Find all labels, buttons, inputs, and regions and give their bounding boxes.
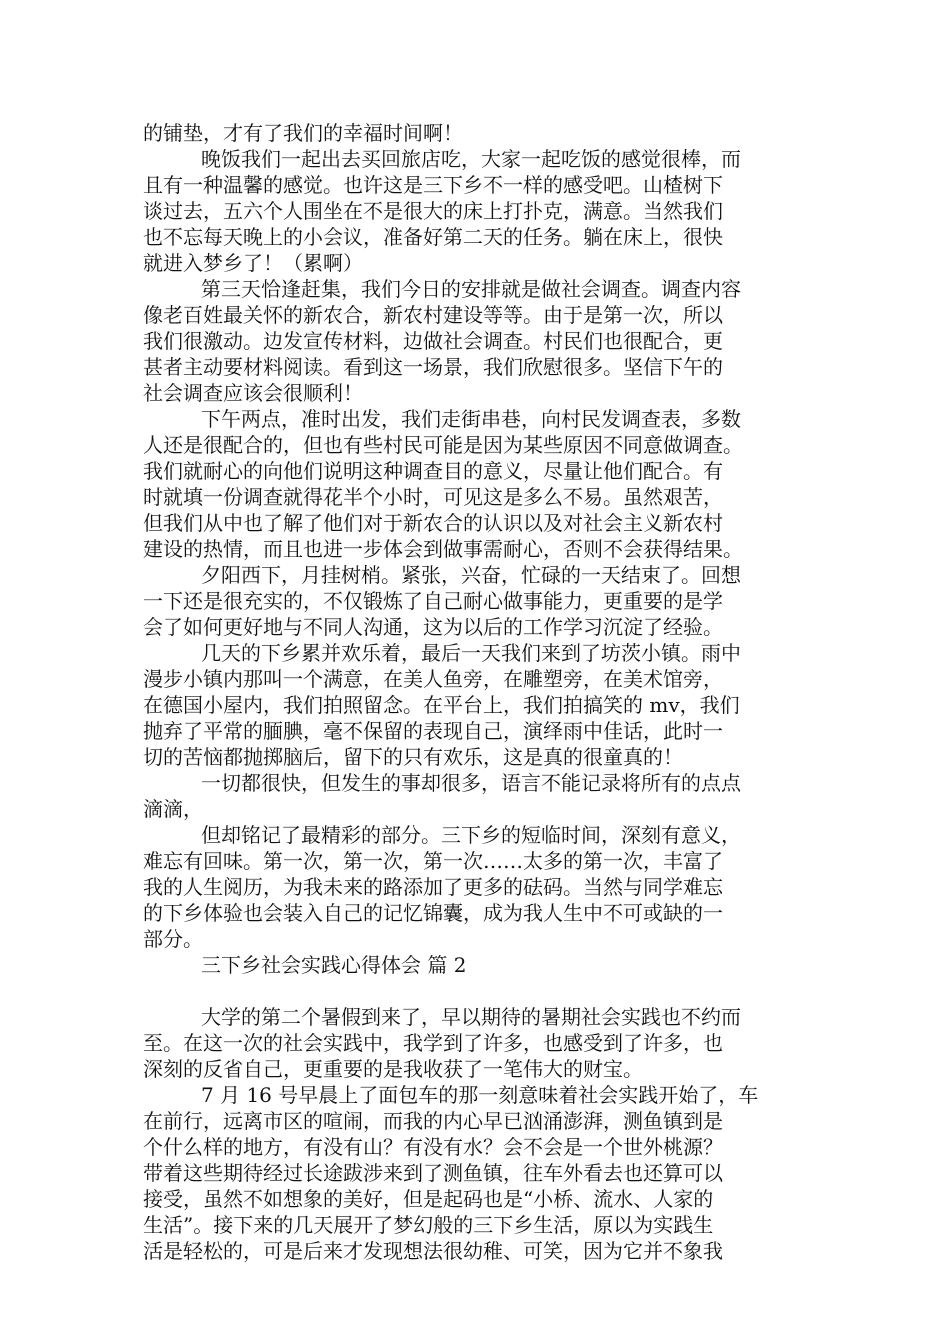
text-line: 接受，虽然不如想象的美好，但是起码也是“小桥、流水、人家的 bbox=[143, 1187, 714, 1211]
text-line: 像老百姓最关怀的新农合，新农村建设等等。由于是第一次，所以 bbox=[143, 303, 723, 327]
text-line: 我们就耐心的向他们说明这种调查目的意义，尽量让他们配合。有 bbox=[143, 459, 723, 483]
text-line: 在德国小屋内，我们拍照留念。在平台上，我们拍搞笑的 mv，我们 bbox=[143, 693, 740, 717]
text-line: 我们很激动。边发宣传材料，边做社会调查。村民们也很配合，更 bbox=[143, 329, 723, 353]
text-line: 难忘有回味。第一次，第一次，第一次……太多的第一次，丰富了 bbox=[143, 849, 723, 873]
text-line: 在前行，远离市区的喧闹，而我的内心早已汹涌澎湃，测鱼镇到是 bbox=[143, 1109, 723, 1133]
text-line: 的下乡体验也会装入自己的记忆锦囊，成为我人生中不可或缺的一 bbox=[143, 901, 723, 925]
text-line: 时就填一份调查就得花半个小时，可见这是多么不易。虽然艰苦， bbox=[143, 485, 723, 509]
text-line: 甚者主动要材料阅读。看到这一场景，我们欣慰很多。坚信下午的 bbox=[143, 355, 723, 379]
text-line: 建设的热情，而且也进一步体会到做事需耐心，否则不会获得结果。 bbox=[143, 537, 743, 561]
document-body bbox=[143, 120, 808, 1264]
paragraph-start: 晚饭我们一起出去买回旅店吃，大家一起吃饭的感觉很棒，而 bbox=[201, 147, 741, 171]
text-line: 我的人生阅历，为我未来的路添加了更多的砝码。当然与同学难忘 bbox=[143, 875, 723, 899]
paragraph-start: 夕阳西下，月挂树梢。紧张，兴奋，忙碌的一天结束了。回想 bbox=[201, 563, 741, 587]
text-line: 个什么样的地方，有没有山？有没有水？会不会是一个世外桃源？ bbox=[143, 1135, 723, 1159]
text-line: 深刻的反省自己，更重要的是我收获了一笔伟大的财宝。 bbox=[143, 1057, 643, 1081]
paragraph-start: 一切都很快，但发生的事却很多，语言不能记录将所有的点点 bbox=[201, 771, 741, 795]
paragraph-start: 下午两点，准时出发，我们走街串巷，向村民发调查表，多数 bbox=[201, 407, 741, 431]
paragraph-start: 几天的下乡累并欢乐着，最后一天我们来到了坊茨小镇。雨中 bbox=[201, 641, 741, 665]
text-line: 人还是很配合的，但也有些村民可能是因为某些原因不同意做调查。 bbox=[143, 433, 743, 457]
text-line: 活是轻松的，可是后来才发现想法很幼稚、可笑，因为它并不象我 bbox=[143, 1239, 723, 1263]
text-line: 的铺垫，才有了我们的幸福时间啊！ bbox=[143, 121, 463, 145]
text-line: 切的苦恼都抛掷脑后，留下的只有欢乐，这是真的很童真的！ bbox=[143, 745, 683, 769]
text-line: 漫步小镇内那叫一个满意，在美人鱼旁，在雕塑旁，在美术馆旁， bbox=[143, 667, 723, 691]
paragraph-start: 但却铭记了最精彩的部分。三下乡的短临时间，深刻有意义， bbox=[201, 823, 741, 847]
section-heading: 三下乡社会实践心得体会 篇 2 bbox=[201, 953, 467, 977]
text-line: 一下还是很充实的，不仅锻炼了自己耐心做事能力，更重要的是学 bbox=[143, 589, 723, 613]
text-line: 抛弃了平常的腼腆，毫不保留的表现自己，演绎雨中佳话，此时一 bbox=[143, 719, 723, 743]
text-line: 部分。 bbox=[143, 927, 203, 951]
text-line: 且有一种温馨的感觉。也许这是三下乡不一样的感受吧。山楂树下 bbox=[143, 173, 723, 197]
paragraph-start: 7 月 16 号早晨上了面包车的那一刻意味着社会实践开始了，车 bbox=[201, 1083, 759, 1107]
text-line: 至。在这一次的社会实践中，我学到了许多，也感受到了许多，也 bbox=[143, 1031, 723, 1055]
text-line: 就进入梦乡了！（累啊） bbox=[143, 251, 363, 275]
text-line: 但我们从中也了解了他们对于新农合的认识以及对社会主义新农村 bbox=[143, 511, 723, 535]
text-line: 谈过去，五六个人围坐在不是很大的床上打扑克，满意。当然我们 bbox=[143, 199, 723, 223]
text-line: 滴滴， bbox=[143, 797, 203, 821]
paragraph-start: 大学的第二个暑假到来了，早以期待的暑期社会实践也不约而 bbox=[201, 1005, 741, 1029]
text-line: 也不忘每天晚上的小会议，准备好第二天的任务。躺在床上，很快 bbox=[143, 225, 723, 249]
text-line: 带着这些期待经过长途跋涉来到了测鱼镇，往车外看去也还算可以 bbox=[143, 1161, 723, 1185]
text-line: 生活”。接下来的几天展开了梦幻般的三下乡生活，原以为实践生 bbox=[143, 1213, 714, 1237]
blank-line bbox=[143, 978, 808, 1004]
text-line: 会了如何更好地与不同人沟通，这为以后的工作学习沉淀了经验。 bbox=[143, 615, 723, 639]
paragraph-start: 第三天恰逢赶集，我们今日的安排就是做社会调查。调查内容 bbox=[201, 277, 741, 301]
text-line: 社会调查应该会很顺利！ bbox=[143, 381, 363, 405]
